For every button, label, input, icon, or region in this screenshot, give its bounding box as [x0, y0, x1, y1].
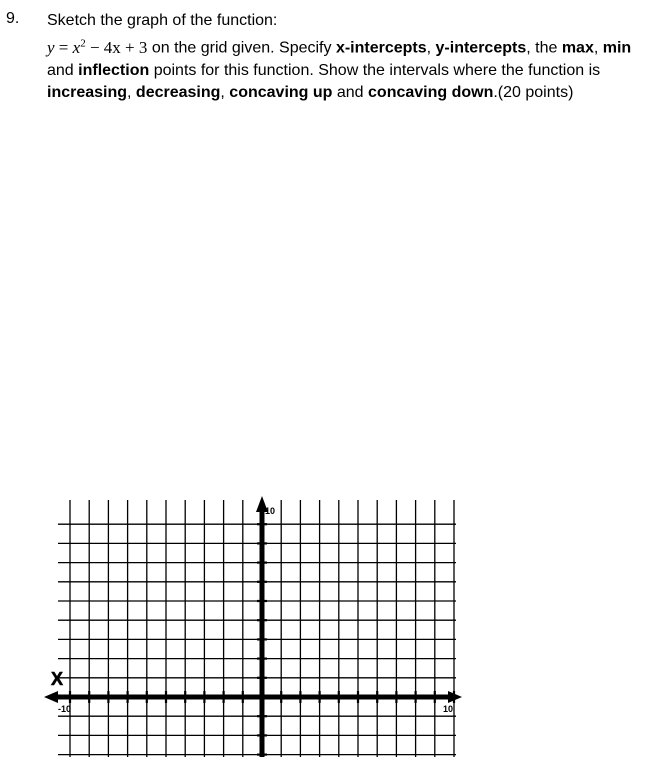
- term-increasing: increasing: [47, 83, 128, 101]
- eq-x: x: [72, 37, 81, 57]
- text-seg: points for this function. Show the intervals where the function is: [149, 61, 601, 79]
- term-x-intercepts: x-intercepts: [335, 39, 427, 57]
- eq-plus: +: [125, 37, 135, 57]
- question-line-1: Sketch the graph of the function:: [47, 12, 278, 29]
- text-seg: and: [332, 83, 369, 101]
- eq-power: 2: [80, 37, 86, 49]
- eq-term2: 4x: [103, 37, 121, 57]
- text-seg: ,: [220, 83, 230, 101]
- eq-minus: −: [89, 37, 100, 57]
- eq-const: 3: [138, 37, 148, 57]
- term-max: max: [561, 39, 594, 57]
- term-concaving-up: concaving up: [229, 83, 333, 101]
- x-min-label: -10: [58, 704, 72, 714]
- text-seg: ,: [127, 83, 136, 101]
- term-min: min: [602, 39, 632, 57]
- x-axis-label: X: [51, 669, 64, 689]
- eq-equals: =: [58, 37, 69, 57]
- text-seg: , the: [526, 39, 562, 57]
- term-concaving-down: concaving down: [368, 83, 494, 101]
- y-max-label: 10: [265, 506, 276, 516]
- x-axis-arrow-left: [44, 691, 58, 703]
- term-inflection: inflection: [78, 61, 150, 79]
- eq-y: y: [47, 37, 55, 57]
- text-seg: .(20 points): [493, 83, 574, 101]
- question-number: 9.: [6, 10, 20, 27]
- x-max-label: 10: [443, 704, 454, 714]
- text-seg: on the grid given. Specify: [147, 39, 336, 57]
- text-seg: ,: [426, 39, 436, 57]
- text-seg: and: [47, 61, 79, 79]
- grid-lines: [58, 500, 456, 757]
- text-seg: ,: [593, 39, 603, 57]
- term-y-intercepts: y-intercepts: [435, 39, 527, 57]
- term-decreasing: decreasing: [135, 83, 221, 101]
